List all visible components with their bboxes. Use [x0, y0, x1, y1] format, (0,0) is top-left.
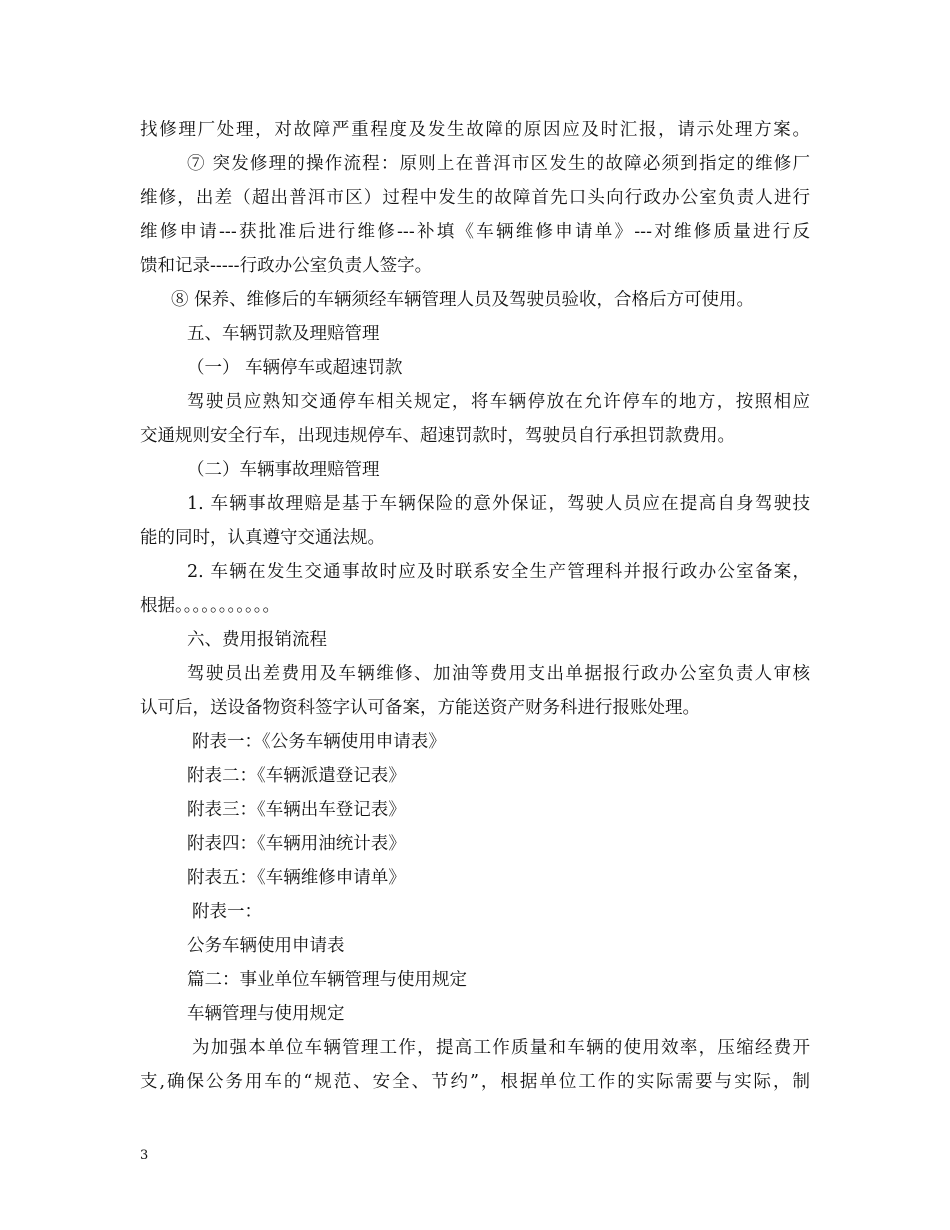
appendix-item-2: 附表二：《车辆派遣登记表》 — [187, 766, 406, 786]
body-line-14: 2. 车辆在发生交通事故时应及时联系安全生产管理科并报行政办公室备案， — [187, 562, 810, 582]
appendix-item-5: 附表五：《车辆维修申请单》 — [187, 868, 406, 888]
body-line-18: 认可后，送设备物资科签字认可备案，方能送资产财务科进行报账处理。 — [140, 698, 700, 718]
body-line-2: ⑦ 突发修理的操作流程：原则上在普洱市区发生的故障必须到指定的维修厂 — [187, 154, 810, 174]
regulation-title: 车辆管理与使用规定 — [187, 1004, 345, 1024]
appendix-item-4: 附表四：《车辆用油统计表》 — [187, 834, 406, 854]
body-line-15: 根据。。。。。。。。。。。 — [140, 596, 280, 616]
body-line-17: 驾驶员出差费用及车辆维修、加油等费用支出单据报行政办公室负责人审核 — [187, 664, 810, 684]
body-line-4: 维修申请---获批准后进行维修---补填《车辆维修申请单》---对维修质量进行反 — [140, 222, 810, 242]
body-line-6: ⑧ 保养、维修后的车辆须经车辆管理人员及驾驶员验收，合格后方可使用。 — [171, 290, 755, 310]
body-line-1: 找修理厂处理，对故障严重程度及发生故障的原因应及时汇报，请示处理方案。 — [140, 120, 810, 140]
body-line-5: 馈和记录-----行政办公室负责人签字。 — [140, 256, 433, 276]
appendix-heading: 附表一： — [192, 902, 262, 922]
body-line-9: 驾驶员应熟知交通停车相关规定，将车辆停放在允许停车的地方，按照相应 — [187, 392, 810, 412]
body-line-28: 为加强本单位车辆管理工作，提高工作质量和车辆的使用效率，压缩经费开 — [192, 1038, 810, 1058]
form-title: 公务车辆使用申请表 — [187, 936, 345, 956]
section-heading-5: 五、车辆罚款及理赔管理 — [187, 324, 380, 344]
body-line-29: 支,确保公务用车的“规范、安全、节约”，根据单位工作的实际需要与实际，制 — [140, 1072, 810, 1092]
body-line-3: 维修，出差（超出普洱市区）过程中发生的故障首先口头向行政办公室负责人进行 — [140, 188, 810, 208]
page-number: 3 — [140, 1148, 149, 1163]
body-line-10: 交通规则安全行车，出现违规停车、超速罚款时，驾驶员自行承担罚款费用。 — [140, 426, 735, 446]
body-line-12: 1. 车辆事故理赔是基于车辆保险的意外保证，驾驶人员应在提高自身驾驶技 — [187, 494, 810, 514]
appendix-item-3: 附表三：《车辆出车登记表》 — [187, 800, 406, 820]
subsection-heading-2: （二）车辆事故理赔管理 — [187, 460, 380, 480]
appendix-item-1: 附表一：《公务车辆使用申请表》 — [192, 732, 446, 752]
body-line-13: 能的同时，认真遵守交通法规。 — [140, 528, 385, 548]
chapter-heading: 篇二：事业单位车辆管理与使用规定 — [187, 970, 467, 990]
section-heading-6: 六、费用报销流程 — [187, 630, 327, 650]
subsection-heading-1: （一） 车辆停车或超速罚款 — [187, 358, 403, 378]
